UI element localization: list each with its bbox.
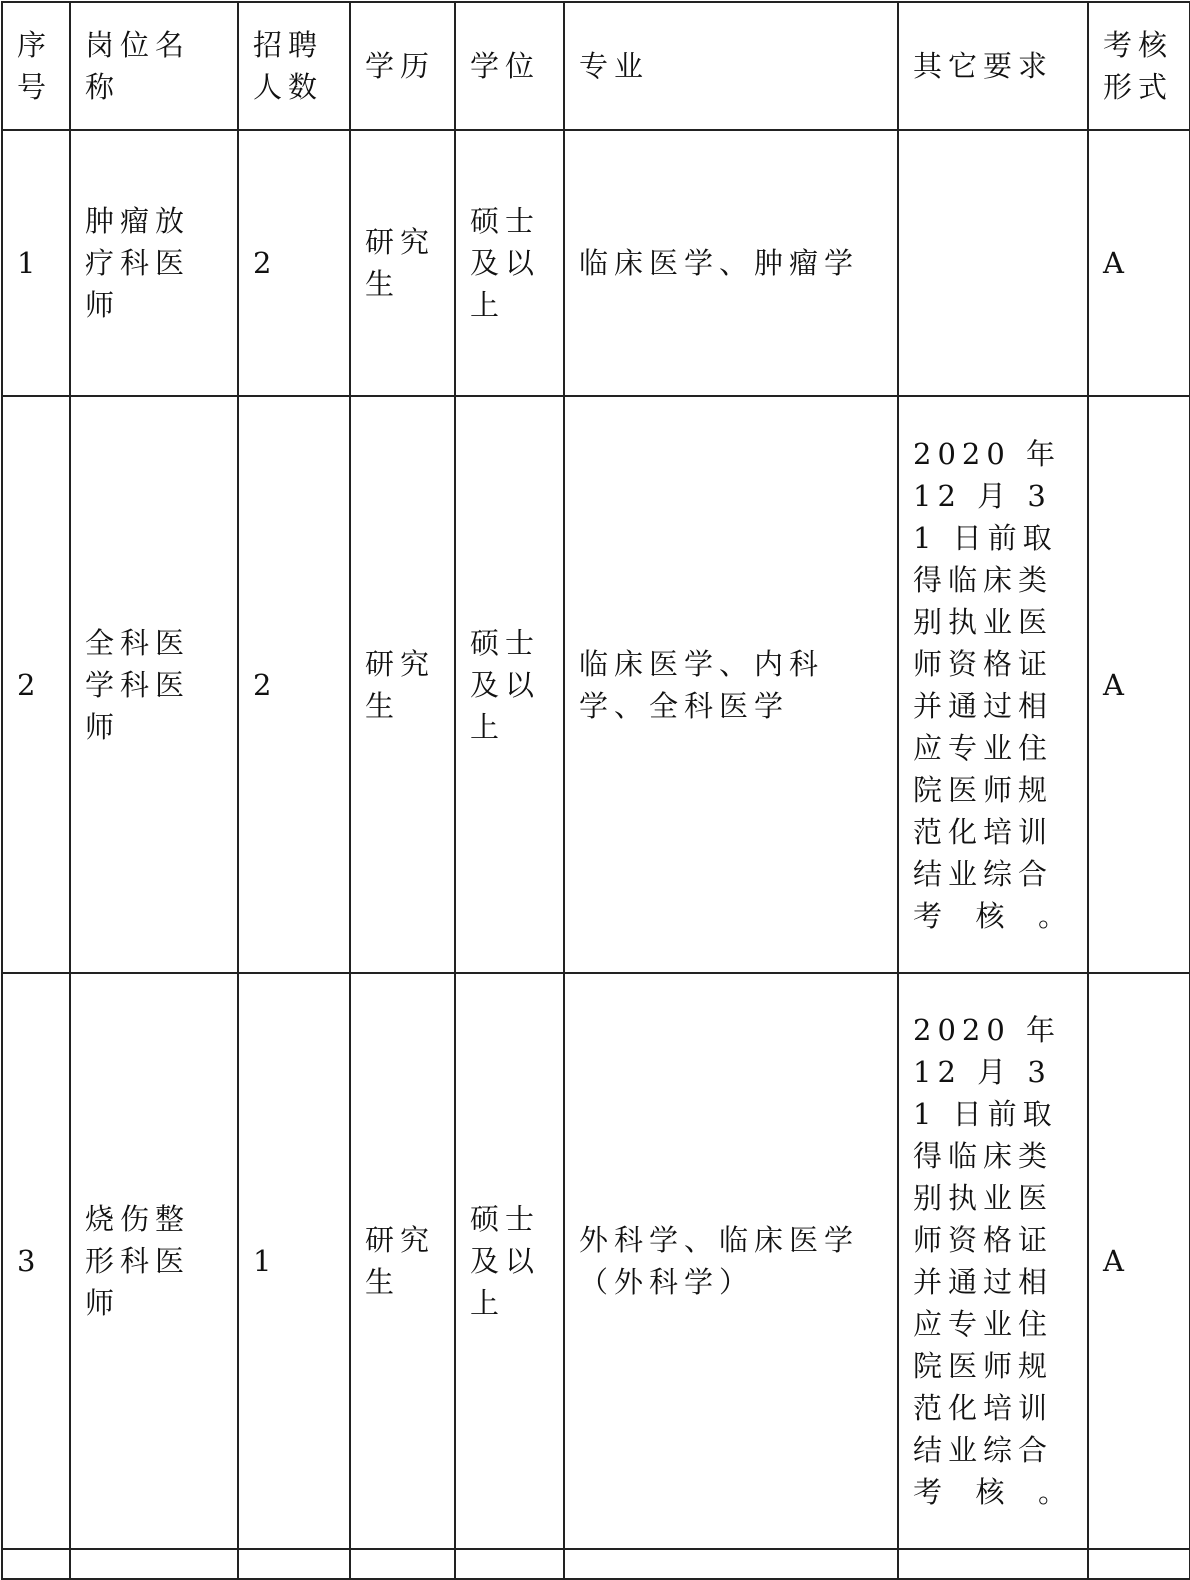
table-row-continued xyxy=(2,1549,1190,1579)
cell-degree: 硕士及以上 xyxy=(455,396,564,973)
cell-degree: 硕士及以上 xyxy=(455,973,564,1549)
cell-exam: A xyxy=(1088,130,1190,396)
header-row xyxy=(2,2,1190,130)
recruitment-table xyxy=(1,1,1190,1580)
cell-exam: A xyxy=(1088,396,1190,973)
header-exam: 考核形式 xyxy=(1088,2,1190,130)
cell-post: 肿瘤放疗科医师 xyxy=(70,130,238,396)
cell-other: 2020 年 12 月 31 日前取得临床类别执业医师资格证并通过相应专业住院医师规范化培训结业综合考核。 xyxy=(898,396,1088,973)
cell-other xyxy=(898,130,1088,396)
header-count: 招聘人数 xyxy=(238,2,350,130)
header-major: 专业 xyxy=(564,2,898,130)
cell-count: 2 xyxy=(238,396,350,973)
cell-degree: 硕士及以上 xyxy=(455,130,564,396)
cell-major: 临床医学、内科学、全科医学 xyxy=(564,396,898,973)
cell-education: 研究生 xyxy=(350,130,455,396)
header-other: 其它要求 xyxy=(898,2,1088,130)
cell-seq: 1 xyxy=(2,130,70,396)
header-post: 岗位名称 xyxy=(70,2,238,130)
header-seq: 序号 xyxy=(2,2,70,130)
header-education: 学历 xyxy=(350,2,455,130)
cell-post: 全科医学科医师 xyxy=(70,396,238,973)
cell-education: 研究生 xyxy=(350,973,455,1549)
cell-major: 外科学、临床医学（外科学） xyxy=(564,973,898,1549)
cell-count: 1 xyxy=(238,973,350,1549)
cell-other: 2020 年 12 月 31 日前取得临床类别执业医师资格证并通过相应专业住院医师规范化培训结业综合考核。 xyxy=(898,973,1088,1549)
cell-education: 研究生 xyxy=(350,396,455,973)
cell-seq: 2 xyxy=(2,396,70,973)
cell-count: 2 xyxy=(238,130,350,396)
table-row xyxy=(2,973,1190,1549)
cell-exam: A xyxy=(1088,973,1190,1549)
header-degree: 学位 xyxy=(455,2,564,130)
cell-major: 临床医学、肿瘤学 xyxy=(564,130,898,396)
cell-post: 烧伤整形科医师 xyxy=(70,973,238,1549)
cell-seq: 3 xyxy=(2,973,70,1549)
table-row xyxy=(2,130,1190,396)
table-row xyxy=(2,396,1190,973)
